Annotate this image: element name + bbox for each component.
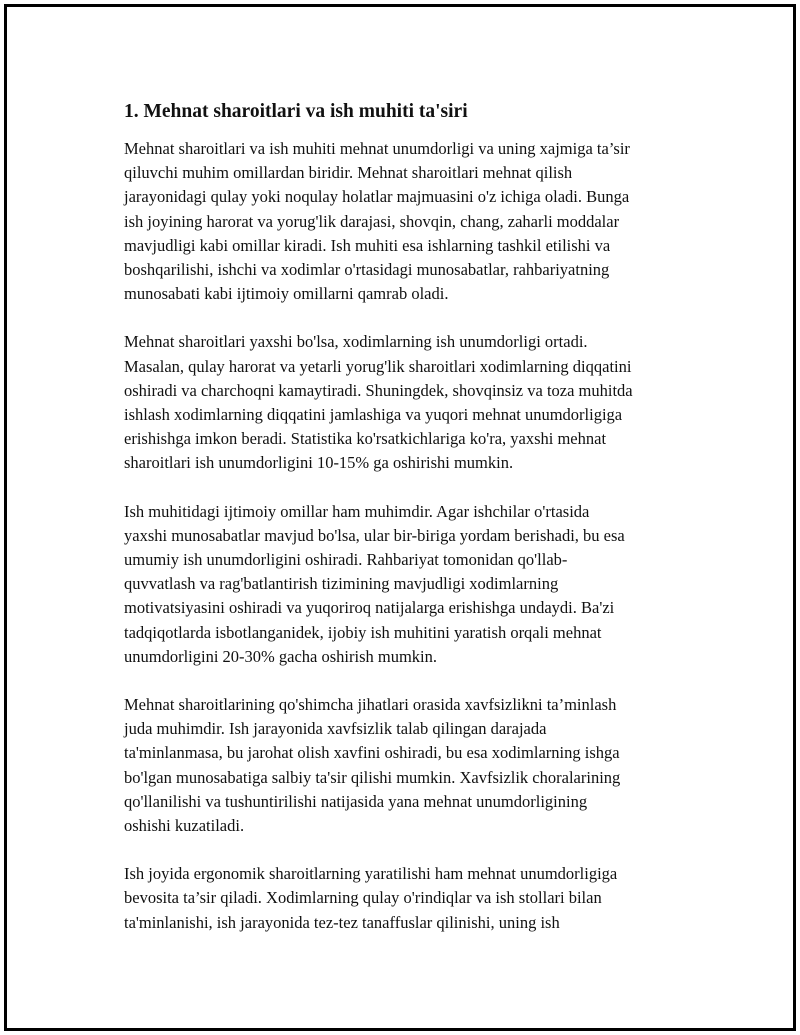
- paragraph-1: Mehnat sharoitlari va ish muhiti mehnat unumdorligi va uning xajmiga ta’sir qiluvchi muhim omillardan biridir. Mehnat sharoitlari mehnat qilish jarayonidagi qulay yoki noqulay holatlar majmuasini o'z ichiga oladi. Bunga ish joyining harorat va yorug'lik darajasi, shovqin, chang, zaharli moddalar mavjudligi kabi omillar kiradi. Ish muhiti esa ishlarning tashkil etilishi va boshqarilishi, ishchi va xodimlar o'rtasidagi munosabatlar, rahbariyatning munosabati kabi ijtimoiy omillarni qamrab oladi.: [124, 139, 630, 304]
- section-heading: 1. Mehnat sharoitlari va ish muhiti ta'siri: [124, 101, 468, 122]
- paragraph-5: Ish joyida ergonomik sharoitlarning yaratilishi ham mehnat unumdorligiga bevosita ta’sir qiladi. Xodimlarning qulay o'rindiqlar va ish stollari bilan ta'minlanishi, ish jarayonida tez-tez tanaffuslar qilinishi, uning ish: [124, 864, 618, 932]
- paragraph-2: Mehnat sharoitlari yaxshi bo'lsa, xodimlarning ish unumdorligi ortadi. Masalan, qulay harorat va yetarli yorug'lik sharoitlari xodimlarning diqqatini oshiradi va charchoqni kamaytiradi. Shuningdek, shovqinsiz va toza muhitda ishlash xodimlarning diqqatini jamlashiga va yuqori mehnat unumdorligiga erishishga imkon beradi. Statistika ko'rsatkichlariga ko'ra, yaxshi mehnat sharoitlari ish unumdorligini 10-15% ga oshirishi mumkin.: [124, 332, 633, 473]
- page-frame: [4, 4, 796, 1031]
- paragraph-3: Ish muhitidagi ijtimoiy omillar ham muhimdir. Agar ishchilar o'rtasida yaxshi munosabatlar mavjud bo'lsa, ular bir-biriga yordam berishadi, bu esa umumiy ish unumdorligini oshiradi. Rahbariyat tomonidan qo'llab- quvvatlash va rag'batlantirish tizimining mavjudligi xodimlarning motivatsiyasini oshiradi va yuqoriroq natijalarga erishishga undaydi. Ba'zi tadqiqotlarda isbotlanganidek, ijobiy ish muhitini yaratish orqali mehnat unumdorligini 20-30% gacha oshirish mumkin.: [124, 501, 625, 666]
- paragraph-4: Mehnat sharoitlarining qo'shimcha jihatlari orasida xavfsizlikni ta’minlash juda muhimdir. Ish jarayonida xavfsizlik talab qilingan darajada ta'minlanmasa, bu jarohat olish xavfini oshiradi, bu esa xodimlarning ishga bo'lgan munosabatiga salbiy ta'sir qilishi mumkin. Xavfsizlik choralarining qo'llanilishi va tushuntirilishi natijasida yana mehnat unumdorligining oshishi kuzatiladi.: [124, 695, 621, 836]
- document-body: [124, 99, 690, 959]
